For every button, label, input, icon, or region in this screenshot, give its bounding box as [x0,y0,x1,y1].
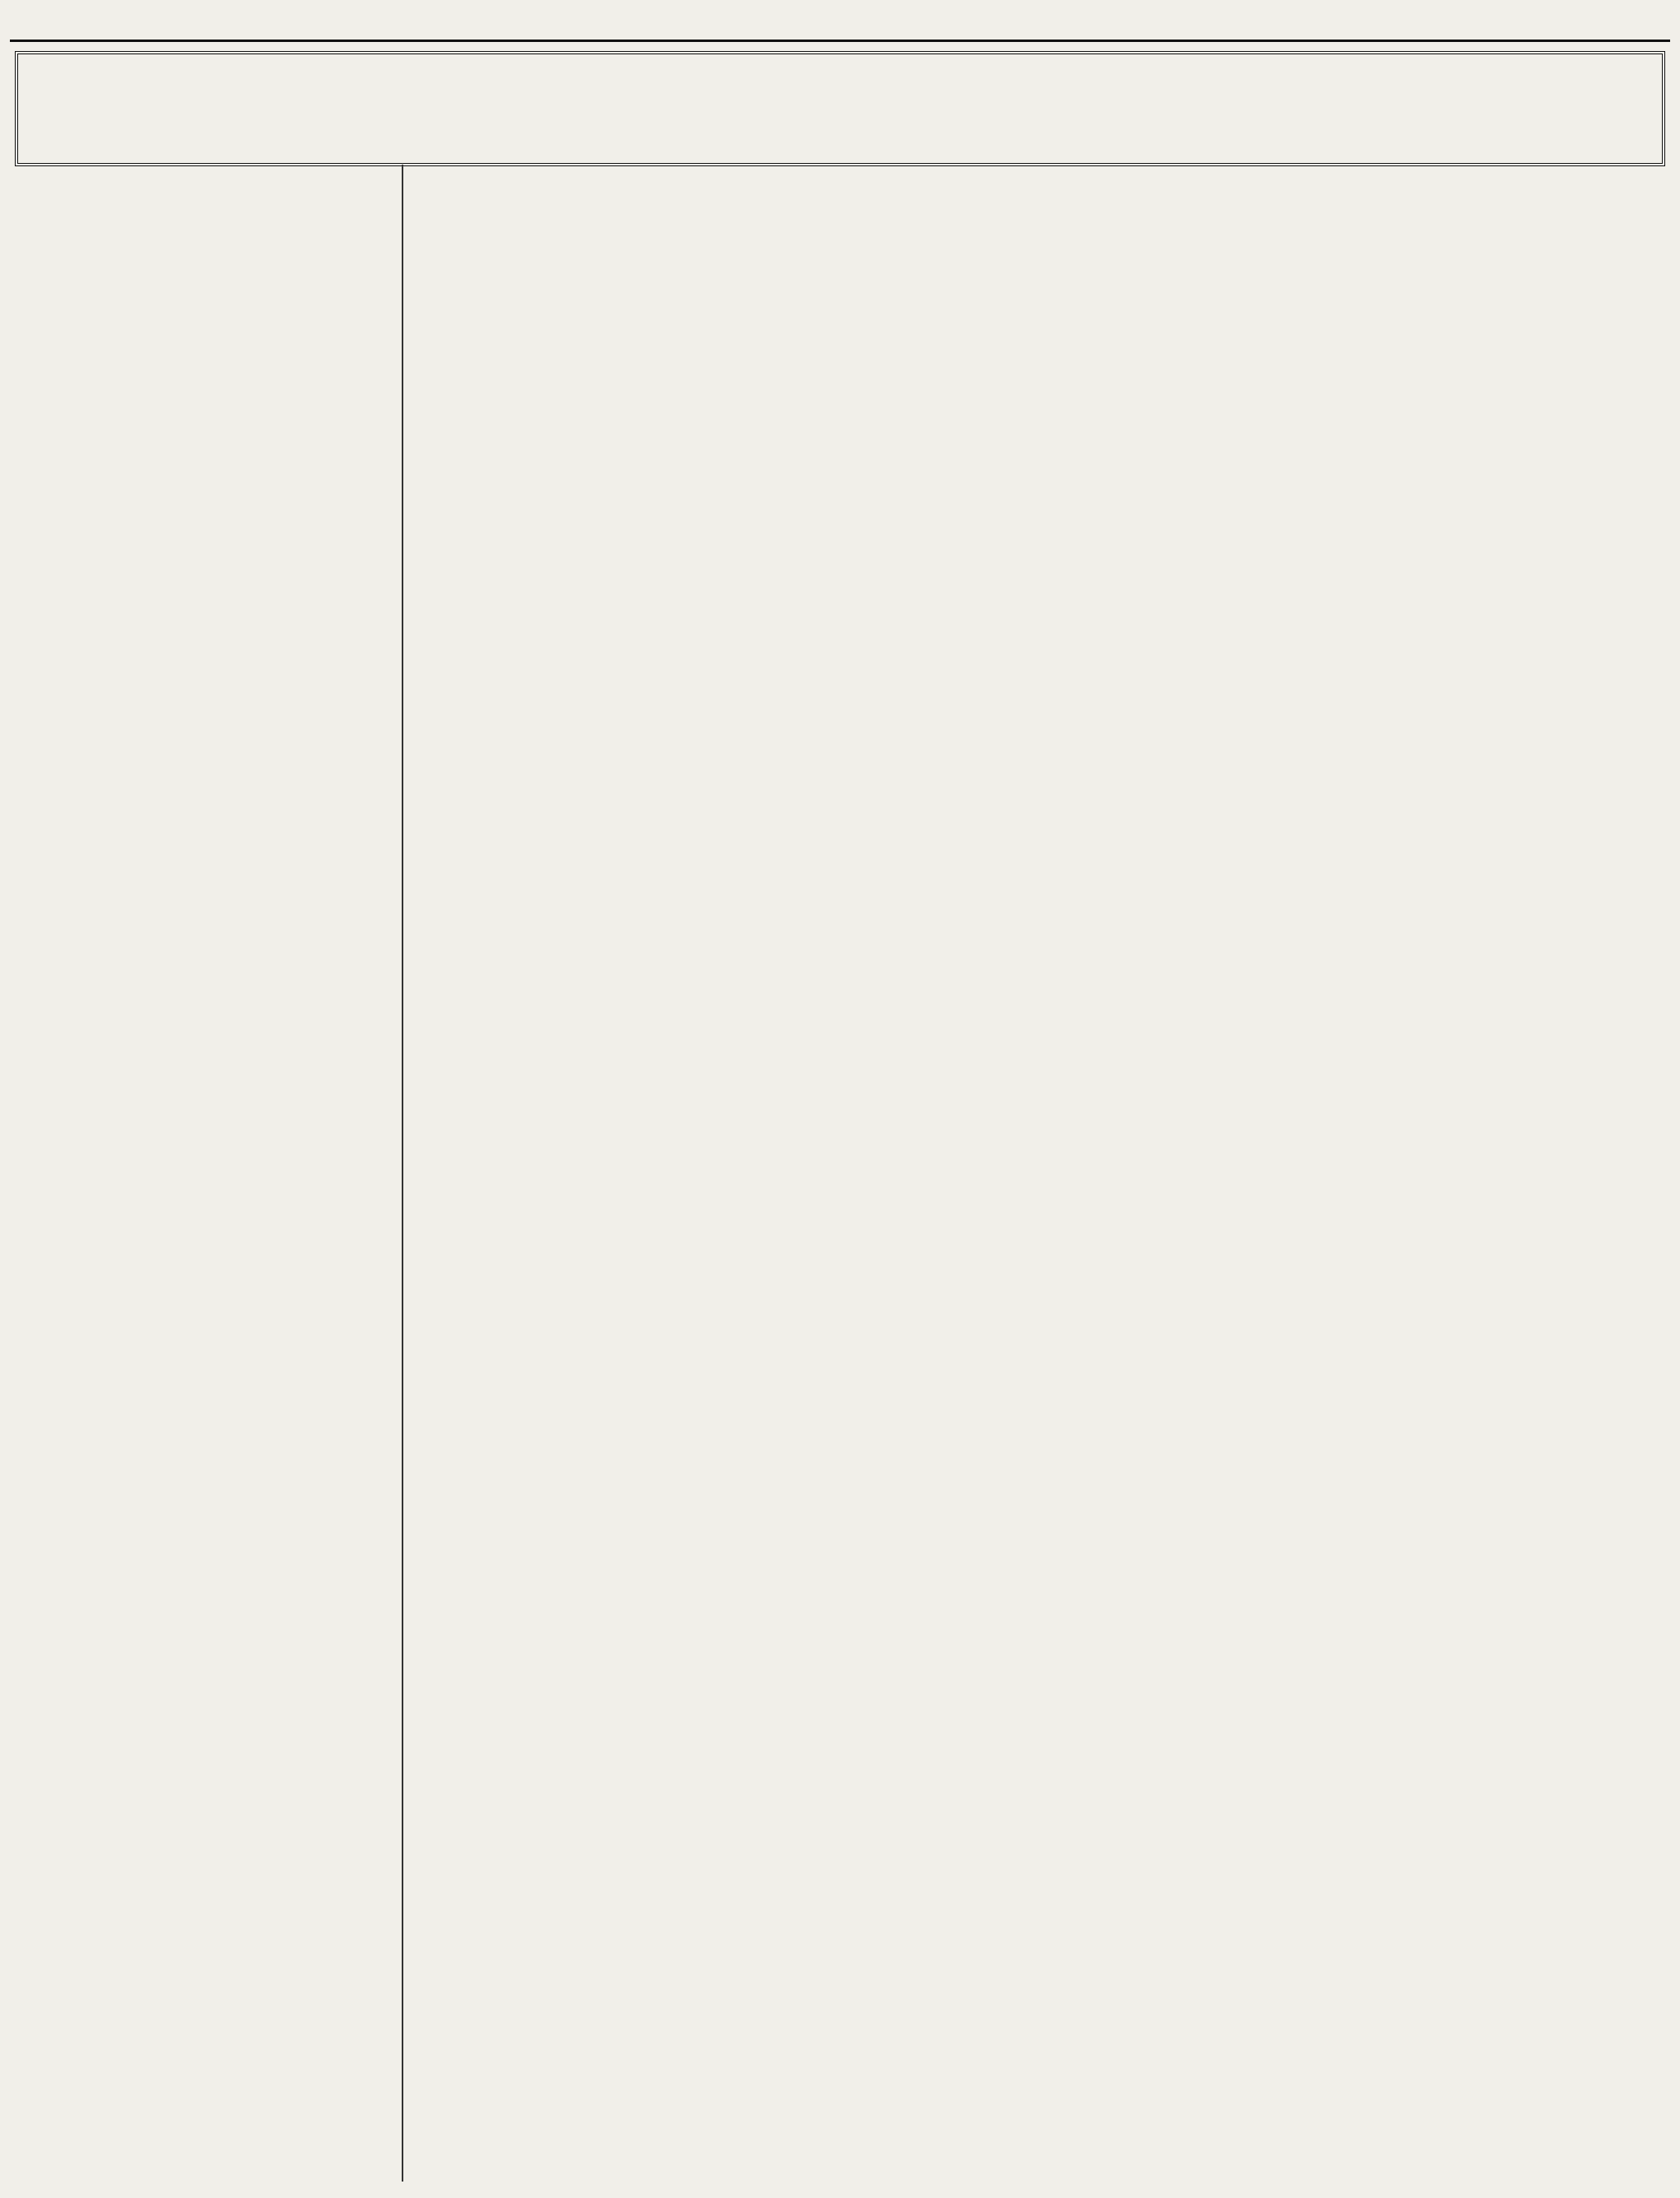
page-folio [13,8,1667,36]
column-1 [12,165,397,2182]
page-banner [15,51,1665,166]
top-rule [10,40,1670,42]
column-divider [402,165,403,2182]
